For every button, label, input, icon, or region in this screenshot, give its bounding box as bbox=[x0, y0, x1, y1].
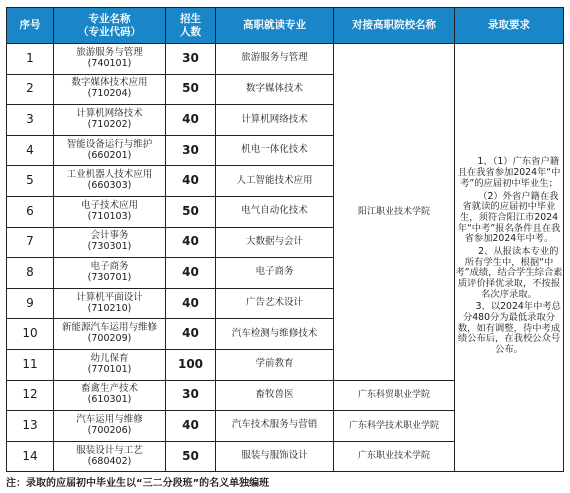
row-higher-major: 计算机网络技术 bbox=[216, 105, 334, 136]
row-no: 14 bbox=[7, 441, 54, 472]
header-major-name: 专业名称 bbox=[88, 13, 131, 26]
major-name: 工业机器人技术应用 bbox=[66, 169, 153, 181]
row-no: 8 bbox=[7, 258, 54, 289]
major-code: (710103) bbox=[87, 210, 132, 222]
row-major bbox=[54, 166, 166, 197]
row-no: 6 bbox=[7, 196, 54, 227]
row-plan: 40 bbox=[166, 105, 216, 136]
row-major bbox=[54, 288, 166, 319]
row-no: 4 bbox=[7, 135, 54, 166]
requirement-p1: 1、（1）广东省户籍且在我省参加2024年“中考”的应届初中毕业生； bbox=[457, 156, 561, 189]
major-name: 会计事务 bbox=[90, 230, 129, 242]
row-plan: 40 bbox=[166, 288, 216, 319]
row-plan: 40 bbox=[166, 258, 216, 289]
major-code: (730701) bbox=[87, 271, 132, 283]
header-higher-major: 高职就读专业 bbox=[216, 8, 334, 44]
college-keji: 广东科贸职业学院 bbox=[334, 380, 455, 411]
header-no: 序号 bbox=[7, 8, 54, 44]
major-code: (740101) bbox=[87, 57, 132, 69]
row-no: 7 bbox=[7, 227, 54, 258]
header-plan-l1: 招生 bbox=[180, 13, 201, 26]
row-no: 3 bbox=[7, 105, 54, 136]
row-higher-major: 人工智能技术应用 bbox=[216, 166, 334, 197]
row-major bbox=[54, 196, 166, 227]
row-higher-major: 数字媒体技术 bbox=[216, 74, 334, 105]
row-major bbox=[54, 135, 166, 166]
row-plan: 50 bbox=[166, 74, 216, 105]
row-higher-major: 畜牧兽医 bbox=[216, 380, 334, 411]
major-code: (770101) bbox=[87, 363, 132, 375]
requirements-cell bbox=[455, 44, 564, 472]
major-name: 计算机平面设计 bbox=[76, 291, 143, 303]
major-name: 数字媒体技术应用 bbox=[71, 77, 148, 89]
major-code: (660201) bbox=[87, 149, 132, 161]
row-no: 2 bbox=[7, 74, 54, 105]
row-major bbox=[54, 44, 166, 75]
header-major-code: （专业代码） bbox=[78, 25, 141, 38]
header-plan-l2: 人数 bbox=[180, 25, 201, 38]
major-name: 畜禽生产技术 bbox=[80, 383, 138, 395]
row-higher-major: 汽车技术服务与营销 bbox=[216, 411, 334, 442]
row-plan: 40 bbox=[166, 227, 216, 258]
row-major bbox=[54, 411, 166, 442]
major-code: (710202) bbox=[87, 118, 132, 130]
major-name: 汽车运用与维修 bbox=[76, 414, 143, 425]
major-code: (700209) bbox=[87, 333, 132, 345]
row-major bbox=[54, 349, 166, 380]
major-code: (660303) bbox=[87, 180, 132, 192]
admission-table bbox=[6, 7, 564, 472]
row-no: 1 bbox=[7, 44, 54, 75]
row-higher-major: 旅游服务与管理 bbox=[216, 44, 334, 75]
row-no: 10 bbox=[7, 319, 54, 350]
college-yangjiang: 阳江职业技术学院 bbox=[334, 44, 455, 381]
table-row bbox=[7, 44, 564, 75]
row-major bbox=[54, 227, 166, 258]
requirement-p2: （2）外省户籍在我省就读的应届初中毕业生，须符合阳江市2024年“中考”报名条件且在我省参加2024年中考。 bbox=[457, 190, 561, 245]
row-major bbox=[54, 441, 166, 472]
major-name: 服装设计与工艺 bbox=[76, 444, 143, 456]
major-name: 电子技术应用 bbox=[80, 199, 138, 211]
requirement-p3: 2、从报读本专业的所有学生中，根据“中考”成绩，结合学生综合素质评价择优录取，不按报名次序录取。 bbox=[455, 245, 563, 300]
row-major bbox=[54, 74, 166, 105]
row-higher-major: 学前教育 bbox=[216, 349, 334, 380]
major-code: (700206) bbox=[87, 424, 132, 436]
header-plan bbox=[166, 8, 216, 44]
major-code: (730301) bbox=[87, 241, 132, 253]
major-name: 计算机网络技术 bbox=[76, 108, 143, 120]
major-name: 新能源汽车运用与维修 bbox=[61, 322, 157, 334]
header-requirement: 录取要求 bbox=[455, 8, 564, 44]
major-name: 电子商务 bbox=[90, 261, 129, 273]
major-name: 智能设备运行与维护 bbox=[66, 138, 153, 150]
college-zhiye: 广东职业技术学院 bbox=[334, 441, 455, 472]
row-no: 13 bbox=[7, 411, 54, 442]
major-code: (680402) bbox=[87, 455, 132, 467]
row-higher-major: 服装与服饰设计 bbox=[216, 441, 334, 472]
header-college: 对接高职院校名称 bbox=[334, 8, 455, 44]
row-major bbox=[54, 258, 166, 289]
footnote: 注：录取的应届初中毕业生以“三二分段班”的名义单独编班 bbox=[6, 478, 270, 489]
row-plan: 40 bbox=[166, 411, 216, 442]
row-higher-major: 电气自动化技术 bbox=[216, 196, 334, 227]
row-no: 9 bbox=[7, 288, 54, 319]
row-no: 12 bbox=[7, 380, 54, 411]
row-higher-major: 机电一体化技术 bbox=[216, 135, 334, 166]
major-name: 幼儿保育 bbox=[90, 352, 129, 364]
row-plan: 50 bbox=[166, 441, 216, 472]
row-higher-major: 大数据与会计 bbox=[216, 227, 334, 258]
row-higher-major: 汽车检测与维修技术 bbox=[216, 319, 334, 350]
row-higher-major: 广告艺术设计 bbox=[216, 288, 334, 319]
row-plan: 40 bbox=[166, 319, 216, 350]
row-higher-major: 电子商务 bbox=[216, 258, 334, 289]
major-code: (710204) bbox=[87, 88, 132, 100]
major-code: (610301) bbox=[87, 394, 132, 406]
row-major bbox=[54, 380, 166, 411]
row-plan: 30 bbox=[166, 44, 216, 75]
table-header-row bbox=[7, 8, 564, 44]
major-code: (710210) bbox=[87, 302, 132, 314]
row-plan: 40 bbox=[166, 166, 216, 197]
row-major bbox=[54, 319, 166, 350]
row-no: 5 bbox=[7, 166, 54, 197]
college-kexue: 广东科学技术职业学院 bbox=[334, 411, 455, 442]
row-plan: 100 bbox=[166, 349, 216, 380]
row-no: 11 bbox=[7, 349, 54, 380]
row-plan: 30 bbox=[166, 135, 216, 166]
header-major bbox=[54, 8, 166, 44]
row-plan: 30 bbox=[166, 380, 216, 411]
row-major bbox=[54, 105, 166, 136]
major-name: 旅游服务与管理 bbox=[76, 46, 143, 58]
row-plan: 50 bbox=[166, 196, 216, 227]
requirement-p4: 3、以2024年中考总分480分为最低录取分数，如有调整，待中考成绩公布后，在我校公众号公布。 bbox=[457, 301, 561, 356]
